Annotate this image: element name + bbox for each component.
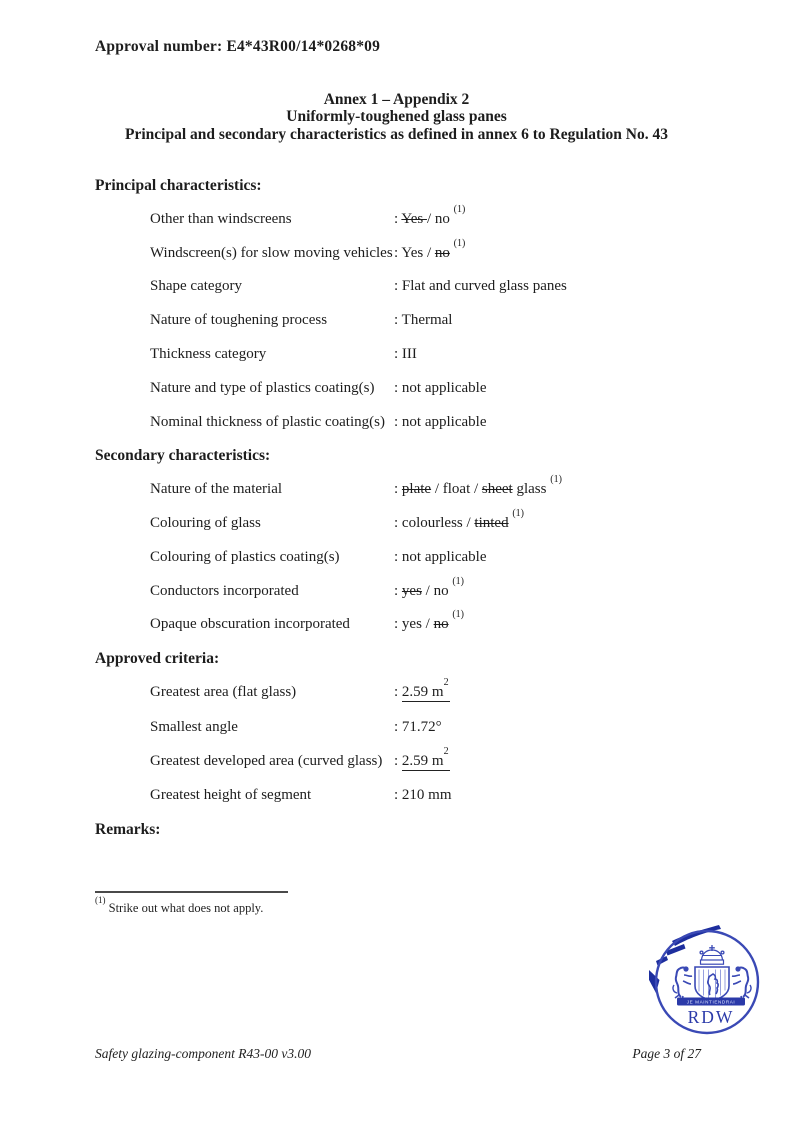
struck-out-text: tinted	[474, 514, 509, 531]
table-row	[95, 507, 735, 532]
approval-number-value: E4*43R00/14*0268*09	[226, 38, 381, 55]
value-text: glass	[512, 481, 551, 498]
table-row	[95, 609, 735, 633]
row-value: : 71.72°	[394, 718, 442, 735]
value-text: not applicable	[401, 379, 487, 396]
row-value: : Yes / no $^{(1)}$	[394, 203, 466, 227]
table-row	[95, 346, 735, 363]
approval-number-label: Approval number:	[95, 38, 223, 55]
row-value: : not applicable	[394, 548, 487, 565]
value-text: / float /	[431, 481, 482, 498]
section-rows	[95, 676, 735, 804]
page-subtitle-2: Principal and secondary characteristics as defined in annex 6 to Regulation No. 43	[125, 125, 668, 143]
value-text: not applicable	[401, 548, 487, 565]
table-row	[95, 380, 735, 397]
underlined-value	[401, 745, 450, 771]
value-text: colourless /	[401, 514, 475, 531]
table-row	[95, 575, 735, 600]
row-label: Greatest area (flat glass)	[150, 683, 297, 700]
footnote-reference: (1)	[453, 237, 466, 249]
row-label: Opaque obscuration incorporated	[150, 616, 350, 633]
value-text: / no	[421, 582, 453, 599]
row-value: : not applicable	[394, 379, 487, 396]
row-value: : Yes / no $^{(1)}$	[394, 237, 466, 261]
struck-out-text: plate	[401, 481, 432, 498]
row-value: : not applicable	[394, 413, 487, 430]
row-label: Greatest height of segment	[150, 787, 312, 804]
section-heading: Approved criteria:	[95, 650, 220, 668]
footnote-reference: 2	[443, 745, 449, 757]
value-text: Thermal	[401, 312, 453, 329]
row-value: : 2.59 $m^2$	[394, 676, 449, 700]
table-row	[95, 237, 735, 262]
struck-out-text: no	[433, 616, 449, 633]
struck-out-text: sheet	[481, 481, 513, 498]
approval-number-line	[95, 38, 380, 56]
underlined-value	[401, 676, 450, 702]
value-text: / no	[426, 210, 454, 227]
row-label: Windscreen(s) for slow moving vehicles	[150, 244, 393, 261]
rdw-stamp	[649, 925, 764, 1040]
table-row	[95, 549, 735, 566]
row-label: Colouring of plastics coating(s)	[150, 548, 340, 565]
row-value: : Thermal	[394, 312, 453, 329]
footnote-reference: (1)	[452, 609, 465, 621]
row-value: : 2.59 $m^2$	[394, 745, 449, 769]
lion-left-icon	[673, 966, 692, 1000]
value-text: 2.59 m	[401, 752, 444, 769]
table-row	[95, 414, 735, 431]
row-value: : 210 mm	[394, 787, 452, 804]
footnote-text: Strike out what does not apply.	[108, 901, 264, 915]
table-row	[95, 676, 735, 702]
table-row	[95, 278, 735, 295]
row-label: Thickness category	[150, 345, 267, 362]
motto-text: JE MAINTIENDRAI	[686, 999, 736, 1005]
row-label: Conductors incorporated	[150, 582, 299, 599]
value-text: 2.59 m	[401, 683, 444, 700]
footnote-reference: (1)	[452, 575, 465, 587]
row-value: : Flat and curved glass panes	[394, 278, 567, 295]
section-rows	[95, 474, 735, 633]
section-heading: Principal characteristics:	[95, 177, 262, 194]
row-value: : yes / no $^{(1)}$	[394, 575, 465, 599]
page-title: Annex 1 – Appendix 2	[323, 91, 470, 108]
footnote-divider	[95, 891, 288, 893]
footnote-reference: 2	[443, 676, 449, 688]
section-principal-characteristics	[95, 177, 735, 431]
row-label: Nature of toughening process	[150, 312, 328, 329]
value-text: 210 mm	[401, 787, 452, 804]
table-row	[95, 474, 735, 498]
struck-out-text: yes	[401, 582, 422, 599]
value-text: not applicable	[401, 413, 487, 430]
section-heading: Secondary characteristics:	[95, 447, 271, 465]
table-row	[95, 312, 735, 329]
footnote-reference: (1)	[550, 474, 562, 486]
shield	[695, 967, 729, 1001]
crown-icon	[700, 945, 724, 964]
row-label: Colouring of glass	[150, 514, 261, 531]
table-row	[95, 203, 735, 228]
row-value: : yes / no $^{(1)}$	[394, 609, 465, 633]
section-remarks	[95, 821, 735, 838]
value-text: Flat and curved glass panes	[401, 278, 567, 295]
footnote-text-line	[95, 894, 288, 916]
section-rows	[95, 203, 735, 431]
row-label: Nature and type of plastics coating(s)	[150, 379, 375, 396]
table-row	[95, 719, 735, 736]
row-value: : colourless / tinted $^{(1)}$	[394, 507, 525, 531]
row-label: Greatest developed area (curved glass)	[150, 752, 383, 769]
row-value: : III	[394, 345, 417, 362]
title-block	[0, 91, 793, 143]
row-value: : plate / float / sheet glass $^{(1)}$	[394, 474, 562, 498]
row-label: Nature of the material	[150, 481, 283, 498]
footnote-marker: (1)	[95, 894, 106, 905]
row-label: Other than windscreens	[150, 210, 292, 227]
lion-right-icon	[732, 966, 751, 1000]
footer-page-number: Page 3 of 27	[632, 1046, 701, 1061]
footnote-reference: (1)	[453, 203, 466, 215]
document-body	[95, 177, 735, 855]
struck-out-text: Yes	[401, 210, 427, 227]
footnote-reference: (1)	[512, 507, 525, 519]
value-text: 71.72°	[401, 718, 442, 735]
section-heading: Remarks:	[95, 821, 161, 839]
struck-out-text: no	[434, 244, 450, 261]
footnote	[95, 891, 288, 916]
row-label: Smallest angle	[150, 718, 238, 735]
row-label: Nominal thickness of plastic coating(s)	[150, 413, 385, 430]
page-subtitle: Uniformly-toughened glass panes	[286, 108, 507, 126]
table-row	[95, 745, 735, 771]
table-row	[95, 787, 735, 804]
value-text: Yes /	[401, 244, 435, 261]
value-text: III	[401, 345, 417, 362]
section-secondary-characteristics	[95, 447, 735, 633]
value-text: yes /	[401, 616, 434, 633]
stamp-org-text: RDW	[687, 1007, 735, 1027]
footer-document-id: Safety glazing-component R43-00 v3.00	[95, 1046, 311, 1061]
page-footer	[95, 1046, 701, 1062]
row-label: Shape category	[150, 278, 243, 295]
section-approved-criteria	[95, 650, 735, 804]
